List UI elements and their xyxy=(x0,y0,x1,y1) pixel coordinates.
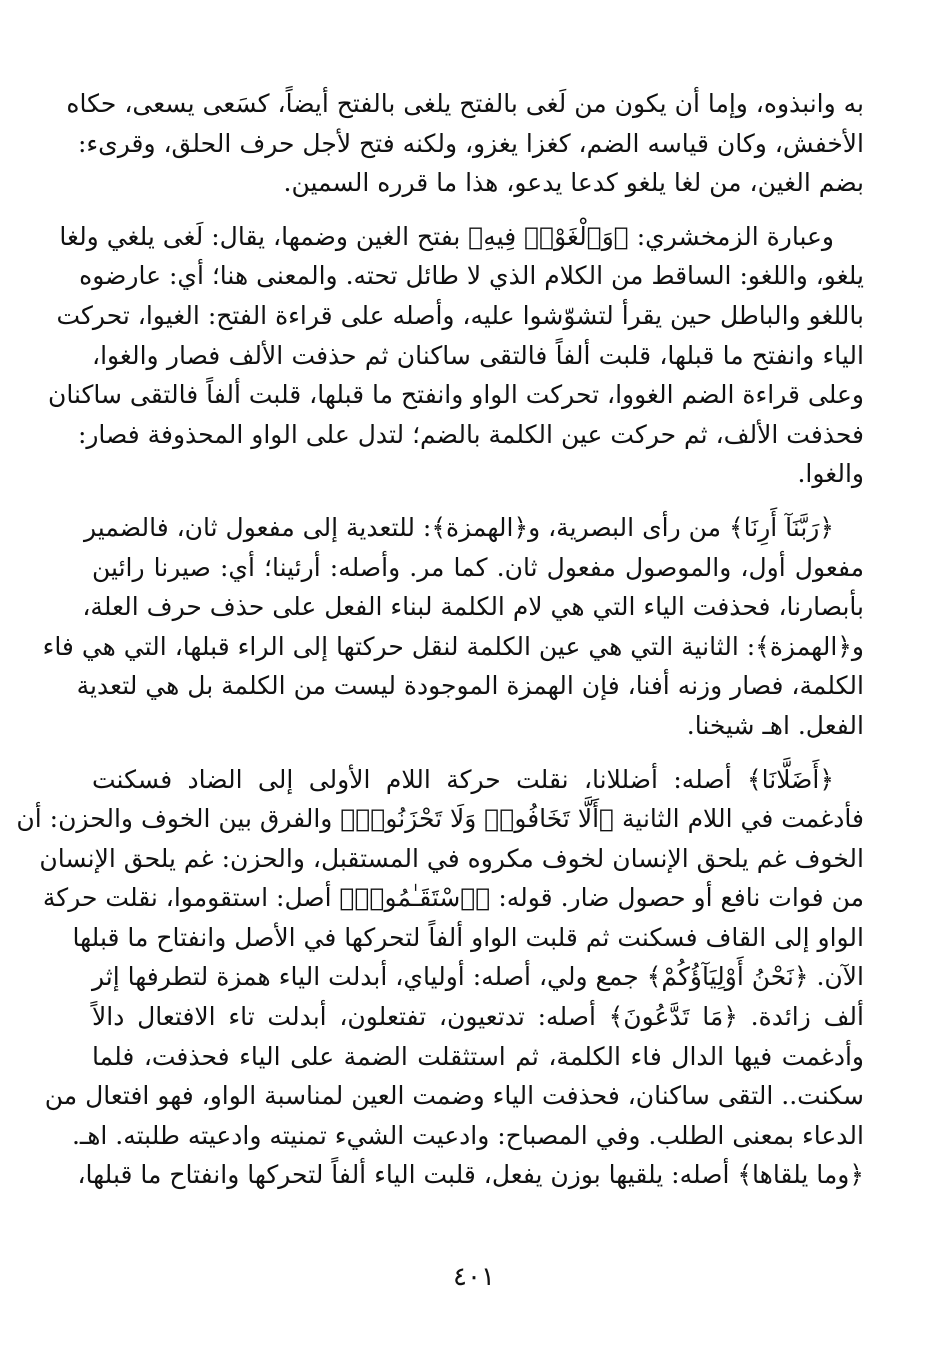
text-line: الياء وانفتح ما قبلها، قلبت ألفاً فالتقى ساكنان ثم حذفت الألف فصار والغوا، xyxy=(92,340,864,370)
text-line: سكنت.. التقى ساكنان، فحذفت الياء وضمت العين لمناسبة الواو، فهو افتعال من xyxy=(44,1081,864,1111)
text-line: والغوا. xyxy=(797,459,864,489)
text-line: ﴿رَبَّنَآ أَرِنَا﴾ من رأى البصرية، و﴿الهمزة﴾: للتعدية إلى مفعول ثان، فالضمير xyxy=(83,512,834,542)
page-body xyxy=(16,84,864,1209)
text-line: بضم الغين، من لغا يلغو كدعا يدعو، هذا ما قرره السمين. xyxy=(283,168,864,198)
text-line: الأخفش، وكان قياسه الضم، كغزا يغزو، ولكنه فتح لأجل حرف الحلق، وقرىء: xyxy=(77,128,864,158)
text-line: باللغو والباطل حين يقرأ لتشوّشوا عليه، وأصله على قراءة الفتح: الغيوا، تحركت xyxy=(56,300,864,330)
paragraph-1 xyxy=(66,84,864,203)
text-line: ألف زائدة. ﴿مَا تَدَّعُونَ﴾ أصله: تدتعيون، تفتعلون، أبدلت تاء الافتعال دالاً xyxy=(92,1002,864,1032)
text-line: فحذفت الألف، ثم حركت عين الكلمة بالضم؛ لتدل على الواو المحذوفة فصار: xyxy=(77,419,864,449)
text-line: وعلى قراءة الضم الغووا، تحركت الواو وانفتح ما قبلها، قلبت ألفاً فالتقى ساكنان xyxy=(48,380,864,410)
text-line: الفعل. اهـ شيخنا. xyxy=(686,710,864,740)
text-line: بأبصارنا، فحذفت الياء التي هي لام الكلمة لبناء الفعل على حذف حرف العلة، xyxy=(82,592,864,622)
text-line: من فوات نافع أو حصول ضار. قوله: ﴿ٱسْتَقَـٰمُوا۟﴾ أصل: استقوموا، نقلت حركة xyxy=(42,883,864,913)
page-number: ٤٠١ xyxy=(453,1262,495,1292)
paragraph-3 xyxy=(42,508,864,746)
text-line: الآن. ﴿نَحْنُ أَوْلِيَآؤُكُمْ﴾ جمع ولي، أصله: أولياي، أبدلت الياء همزة لتطرفها إثر xyxy=(92,962,864,992)
paragraph-4 xyxy=(16,760,864,1196)
text-line: مفعول أول، والموصول مفعول ثان. كما مر. وأصله: أرئينا؛ أي: صيرنا رائين xyxy=(92,552,864,582)
text-line: الخوف غم يلحق الإنسان لخوف مكروه في المستقبل، والحزن: غم يلحق الإنسان xyxy=(39,843,864,873)
text-line: ﴿وما يلقاها﴾ أصله: يلقيها بوزن يفعل، قلبت الياء ألفاً لتحركها وانفتاح ما قبلها، xyxy=(77,1160,864,1190)
text-line: ﴿أَضَلَّانَا﴾ أصله: أضللانا، نقلت حركة اللام الأولى إلى الضاد فسكنت xyxy=(92,764,834,794)
text-line: وأدغمت فيها الدال فاء الكلمة، ثم استثقلت الضمة على الياء فحذفت، فلما xyxy=(92,1041,864,1071)
text-line: به وانبذوه، وإما أن يكون من لَغى بالفتح يلغى بالفتح أيضاً، كسَعى يسعى، حكاه xyxy=(66,89,864,118)
text-line: الكلمة، فصار وزنه أفنا، فإن الهمزة الموجودة ليست من الكلمة بل هي لتعدية xyxy=(76,671,864,701)
text-line: و﴿الهمزة﴾: الثانية التي هي عين الكلمة لنقل حركتها إلى الراء قبلها، التي هي فاء xyxy=(42,631,864,661)
text-line: يلغو، واللغو: الساقط من الكلام الذي لا طائل تحته. والمعنى هنا؛ أي: عارضوه xyxy=(79,261,864,291)
text-line: فأدغمت في اللام الثانية ﴿أَلَّا تَخَافُوا۟ وَلَا تَحْزَنُوا۟﴾ والفرق بين الخوف والحزن: أن xyxy=(16,804,864,834)
text-line: الدعاء بمعنى الطلب. وفي المصباح: وادعيت الشيء تمنيته وادعيته طلبته. اهـ. xyxy=(71,1120,864,1150)
paragraph-2 xyxy=(48,217,864,494)
text-line: الواو إلى القاف فسكنت ثم قلبت الواو ألفاً لتحركها في الأصل وانفتاح ما قبلها xyxy=(72,922,864,952)
text-line: وعبارة الزمخشري: ﴿وَٱلْغَوْا۟ فِيهِ﴾ بفتح الغين وضمها، يقال: لَغى يلغي ولغا xyxy=(59,221,834,251)
